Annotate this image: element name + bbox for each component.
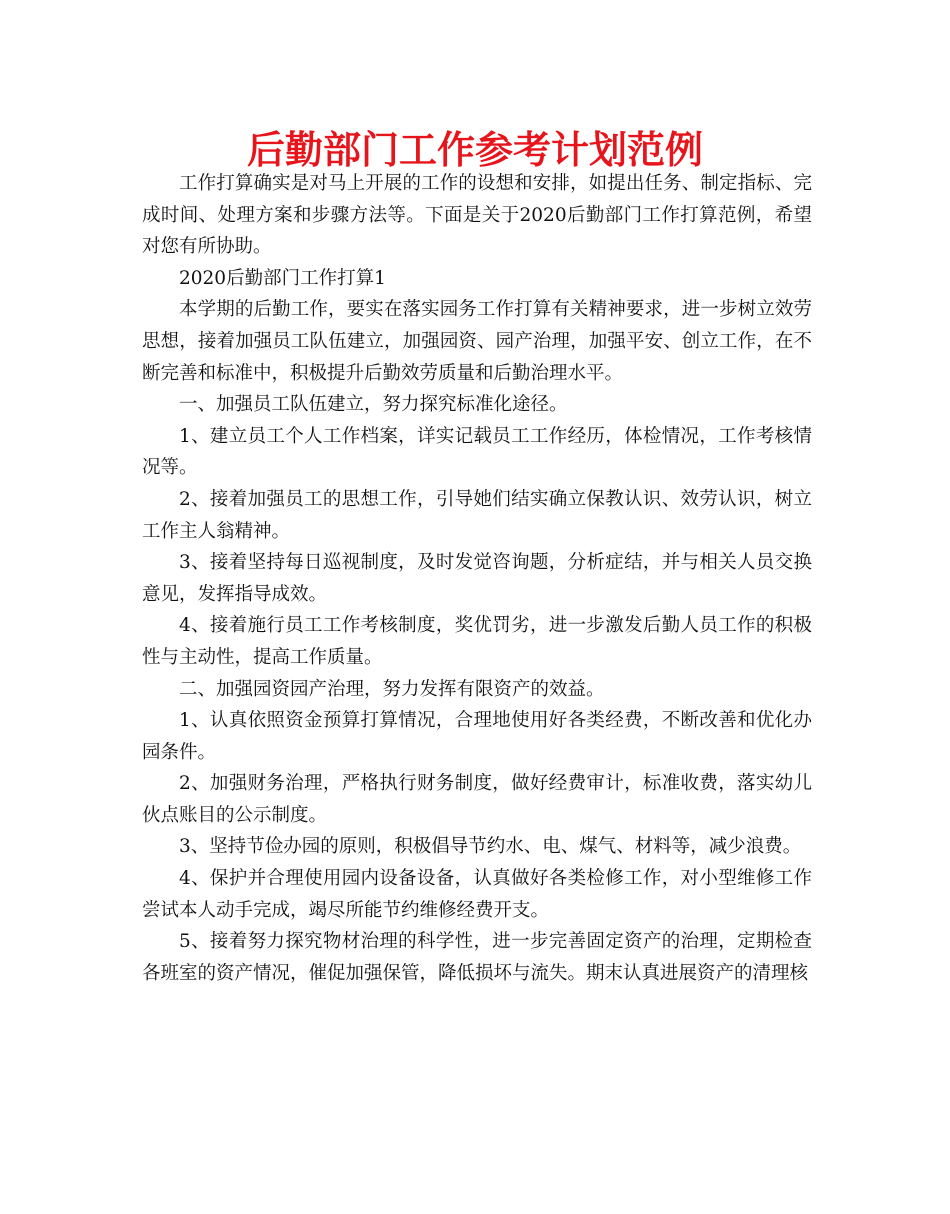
document-body	[142, 168, 812, 989]
paragraph-section-2-item-4: 4、保护并合理使用园内设备设备，认真做好各类检修工作，对小型维修工作尝试本人动手完成，竭尽所能节约维修经费开支。	[142, 868, 812, 921]
paragraph-section-1-item-4: 4、接着施行员工工作考核制度，奖优罚劣，进一步激发后勤人员工作的积极性与主动性，提高工作质量。	[142, 615, 812, 668]
paragraph-section-2-item-3: 3、坚持节俭办园的原则，积极倡导节约水、电、煤气、材料等，减少浪费。	[179, 836, 802, 858]
paragraph-intro: 工作打算确实是对马上开展的工作的设想和安排，如提出任务、制定指标、完成时间、处理方案和步骤方法等。下面是关于2020后勤部门工作打算范例，希望对您有所协助。	[142, 173, 812, 258]
paragraph-section-2-item-1: 1、认真依照资金预算打算情况，合理地使用好各类经费，不断改善和优化办园条件。	[142, 710, 812, 763]
paragraph-section-2-heading: 二、加强园资园产治理，努力发挥有限资产的效益。	[179, 678, 605, 700]
paragraph-section-1-heading: 一、加强员工队伍建立，努力探究标准化途径。	[179, 394, 568, 416]
paragraph-plan-heading: 2020后勤部门工作打算1	[179, 267, 386, 289]
paragraph-section-1-item-3: 3、接着坚持每日巡视制度，及时发觉咨询题，分析症结，并与相关人员交换意见，发挥指导成效。	[142, 552, 812, 605]
document-title: 后勤部门工作参考计划范例	[246, 128, 703, 172]
paragraph-section-1-item-1: 1、建立员工个人工作档案，详实记载员工工作经历，体检情况，工作考核情况等。	[142, 425, 812, 479]
paragraph-semester-overview: 本学期的后勤工作，要实在落实园务工作打算有关精神要求，进一步树立效劳思想，接着加强员工队伍建立，加强园资、园产治理，加强平安、创立工作，在不断完善和标准中，积极提升后勤效劳质量和后勤治理水平。	[142, 299, 812, 384]
paragraph-section-2-item-5: 5、接着努力探究物材治理的科学性，进一步完善固定资产的治理，定期检查各班室的资产情况，催促加强保管，降低损坏与流失。期末认真进展资产的清理核	[142, 931, 812, 984]
paragraph-section-1-item-2: 2、接着加强员工的思想工作，引导她们结实确立保教认识、效劳认识，树立工作主人翁精神。	[142, 488, 812, 542]
paragraph-section-2-item-2: 2、加强财务治理，严格执行财务制度，做好经费审计，标准收费，落实幼儿伙点账目的公示制度。	[142, 773, 812, 826]
